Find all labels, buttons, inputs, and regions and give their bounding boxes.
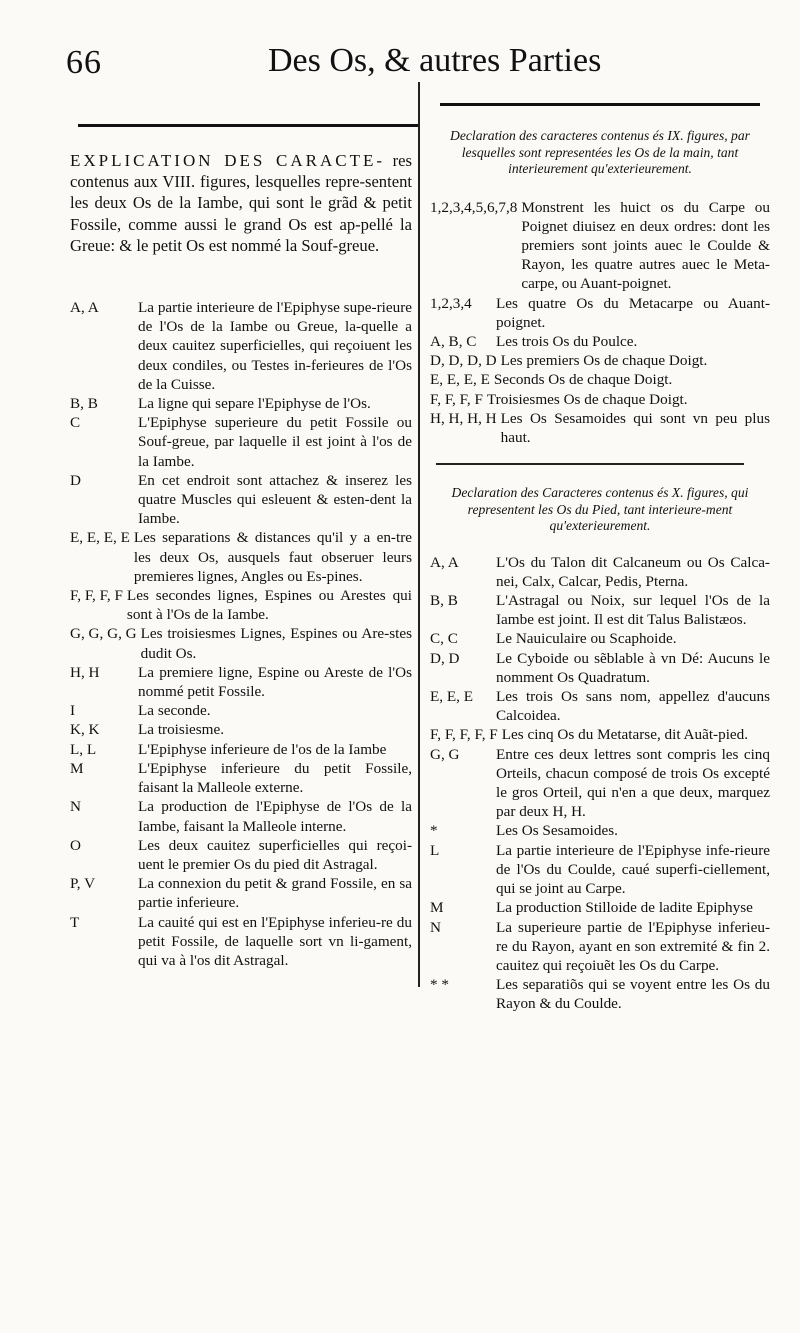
entry-text: Les trois Os du Poulce.: [496, 332, 638, 350]
entry-text: La partie interieure de l'Epiphyse infe-rieure de l'Os du Coulde, caué superfi-ciellement, qui se joint au Carpe.: [496, 841, 770, 898]
entry-text: La connexion du petit & grand Fossile, en sa partie inferieure.: [138, 875, 412, 912]
entry-label: L: [430, 841, 440, 859]
entry-row: [70, 836, 412, 874]
entry-label: D, D: [430, 649, 460, 667]
entry-text: Troisiesmes Os de chaque Doigt.: [486, 390, 688, 408]
entry-row: [70, 471, 412, 529]
entry-label: C, C: [430, 630, 458, 648]
entry-row: [430, 975, 770, 1013]
entry-row: [70, 740, 412, 759]
entry-label: A, A: [70, 299, 99, 317]
entry-label: M: [430, 899, 444, 917]
foot-heading: Declaration des Caracteres contenus és X. figures, qui representent les Os du Pied, tant interieure-ment qu'exterieurement.: [451, 485, 749, 534]
entry-text: Monstrent les huict os du Carpe ou Poignet diuisez en deux ordres: dont les premiers sont joints auec le Coulde & Rayon, les quatre autres auec le Meta-carpe, ou Auant-poignet.: [521, 198, 770, 293]
left-entry-list: [70, 298, 412, 970]
entry-label: 1,2,3,4: [430, 294, 472, 312]
entry-text: Les separations & distances qu'il y a en-tre les deux Os, ausquels faut obseruer leurs premieres lignes, Angles ou Es-pines.: [133, 529, 412, 585]
entry-label: O: [70, 836, 81, 854]
entry-text: La troisiesme.: [138, 721, 225, 739]
entry-label: A, A: [430, 553, 459, 571]
entry-row: [430, 629, 770, 648]
entry-label: *: [430, 822, 438, 840]
entry-text: La superieure partie de l'Epiphyse inferieu-re du Rayon, ayant en son extremité & fin 2. cauitez qui reçoiuẽt les Os du Carpe.: [496, 918, 770, 974]
entry-text: La premiere ligne, Espine ou Areste de l'Os nommé petit Fossile.: [138, 663, 412, 701]
entry-text: Les separatiõs qui se voyent entre les Os du Rayon & du Coulde.: [496, 976, 770, 1013]
entry-label: E, E, E: [430, 688, 474, 706]
entry-row: [70, 874, 412, 912]
entry-text: L'Astragal ou Noix, sur lequel l'Os de la Iambe est joint. Il est dit Talus Balistæos.: [496, 592, 770, 629]
entry-label: L, L: [70, 740, 97, 758]
entry-row: [430, 725, 770, 744]
entry-row: [70, 720, 412, 739]
entry-text: La production de l'Epiphyse de l'Os de la Iambe, faisant la Malleole interne.: [138, 798, 412, 835]
entry-row: [430, 390, 770, 409]
left-top-rule: [78, 124, 420, 127]
entry-label: N: [430, 918, 441, 936]
entry-label: E, E, E, E: [70, 529, 130, 547]
entry-row: [70, 586, 412, 624]
left-heading-rest: res contenus aux VIII. figures, lesquelles repre-sentent les deux Os de la Iambe, qui sont le grãd & petit Fossile, comme aussi le grand Os est ap-pellé la Greue: & le petit Os est nommé la Souf-greue.: [70, 151, 412, 255]
left-heading-caps: EXPLICATION DES CARACTE-: [70, 151, 386, 170]
entry-text: Les cinq Os du Metatarse, dit Auãt-pied.: [501, 726, 749, 744]
right-top-rule: [440, 103, 760, 106]
running-head: Des Os, & autres Parties: [268, 42, 602, 79]
entry-row: [70, 298, 412, 394]
entry-label: E, E, E, E: [430, 371, 490, 389]
entry-text: La ligne qui separe l'Epiphyse de l'Os.: [138, 395, 371, 413]
entry-label: T: [70, 913, 80, 931]
entry-label: F, F, F, F, F: [430, 726, 498, 744]
entry-label: F, F, F, F: [70, 587, 123, 605]
entry-label: D, D, D, D: [430, 352, 497, 370]
column-divider: [418, 82, 420, 987]
entry-label: H, H, H, H: [430, 409, 497, 427]
entry-row: [430, 898, 770, 917]
entry-text: La seconde.: [138, 702, 211, 720]
entry-text: La cauité qui est en l'Epiphyse inferieu-re du petit Fossile, de laquelle sort vn li-gament, qui va à l'os dit Astragal.: [138, 913, 412, 969]
entry-text: Les trois Os sans nom, appellez d'aucuns Calcoidea.: [496, 688, 770, 725]
entry-text: Les premiers Os de chaque Doigt.: [500, 352, 708, 370]
entry-label: D: [70, 471, 81, 489]
entry-label: P, V: [70, 875, 96, 893]
entry-row: [70, 663, 412, 701]
entry-text: Les Os Sesamoides.: [496, 822, 618, 840]
hand-entry-list: [430, 198, 770, 448]
entry-label: M: [70, 759, 84, 777]
entry-text: Le Nauiculaire ou Scaphoide.: [496, 630, 677, 648]
entry-row: [70, 528, 412, 586]
entry-label: G, G, G, G: [70, 625, 137, 643]
entry-text: En cet endroit sont attachez & inserez les quatre Muscles qui esleuent & esten-dent la Iambe.: [138, 471, 412, 528]
page-number: 66: [66, 44, 102, 81]
entry-label: * *: [430, 976, 449, 994]
entry-row: [70, 797, 412, 835]
entry-text: L'Epiphyse inferieure du petit Fossile, faisant la Malleole externe.: [138, 759, 412, 797]
entry-label: 1,2,3,4,5,6,7,8: [430, 198, 518, 216]
hand-heading: Declaration des caracteres contenus és IX. figures, par lesquelles sont representées les Os de la main, tant interieurement qu'exterieurement.: [450, 128, 750, 176]
entry-row: [70, 759, 412, 797]
foot-entry-list: [430, 553, 770, 1014]
entry-row: [70, 913, 412, 971]
entry-text: L'Epiphyse superieure du petit Fossile ou Souf-greue, par laquelle il est joint à l'os de la Iambe.: [138, 414, 412, 470]
entry-row: [430, 687, 770, 725]
section-rule: [436, 463, 744, 465]
entry-text: Le Cyboide ou sẽblable à vn Dé: Aucuns le nomment Os Quadratum.: [496, 649, 770, 686]
entry-text: Les quatre Os du Metacarpe ou Auant-poignet.: [496, 294, 770, 331]
entry-row: [430, 332, 770, 351]
entry-row: [430, 745, 770, 822]
entry-text: Seconds Os de chaque Doigt.: [493, 371, 673, 389]
entry-row: [70, 701, 412, 720]
entry-label: B, B: [70, 395, 98, 413]
entry-text: Les Os Sesamoides qui sont vn peu plus haut.: [500, 409, 770, 446]
entry-text: Entre ces deux lettres sont compris les cinq Orteils, chacun composé de trois Os excepté le gros Orteil, qui n'en a que deux, marquez par deux H, H.: [496, 745, 770, 821]
entry-row: [430, 841, 770, 899]
entry-label: N: [70, 798, 81, 816]
entry-label: A, B, C: [430, 332, 477, 350]
entry-row: [430, 649, 770, 687]
entry-text: Les troisiesmes Lignes, Espines ou Are-stes dudit Os.: [140, 625, 412, 662]
entry-text: L'Os du Talon dit Calcaneum ou Os Calca-nei, Calx, Calcar, Pedis, Pterna.: [496, 553, 770, 590]
entry-row: [430, 591, 770, 629]
entry-row: [70, 413, 412, 471]
entry-label: I: [70, 702, 76, 720]
entry-row: [430, 553, 770, 591]
entry-text: La production Stilloide de ladite Epiphyse: [496, 899, 753, 917]
entry-label: G, G: [430, 745, 460, 763]
entry-text: Les deux cauitez superficielles qui reçoi-uent le premier Os du pied dit Astragal.: [138, 836, 412, 873]
entry-row: [430, 294, 770, 332]
entry-text: L'Epiphyse inferieure de l'os de la Iambe: [138, 740, 387, 758]
entry-label: C: [70, 414, 81, 432]
entry-label: B, B: [430, 592, 458, 610]
entry-label: F, F, F, F: [430, 390, 483, 408]
left-column: [70, 150, 412, 970]
entry-row: [430, 198, 770, 294]
entry-row: [430, 370, 770, 389]
entry-row: [430, 821, 770, 840]
entry-row: [430, 351, 770, 370]
entry-label: H, H: [70, 663, 100, 681]
entry-row: [430, 918, 770, 976]
entry-label: K, K: [70, 721, 100, 739]
entry-text: La partie interieure de l'Epiphyse supe-rieure de l'Os de la Iambe ou Greue, la-quelle a deux cauitez superficielles, qui reçoiuent les deux condiles, ou Testes in-ferieures de l'Os de la Cuisse.: [138, 299, 412, 393]
left-heading: [70, 150, 412, 256]
entry-row: [70, 394, 412, 413]
right-column: [430, 128, 770, 1014]
entry-row: [70, 624, 412, 662]
entry-row: [430, 409, 770, 447]
entry-text: Les secondes lignes, Espines ou Arestes qui sont à l'Os de la Iambe.: [126, 587, 412, 624]
